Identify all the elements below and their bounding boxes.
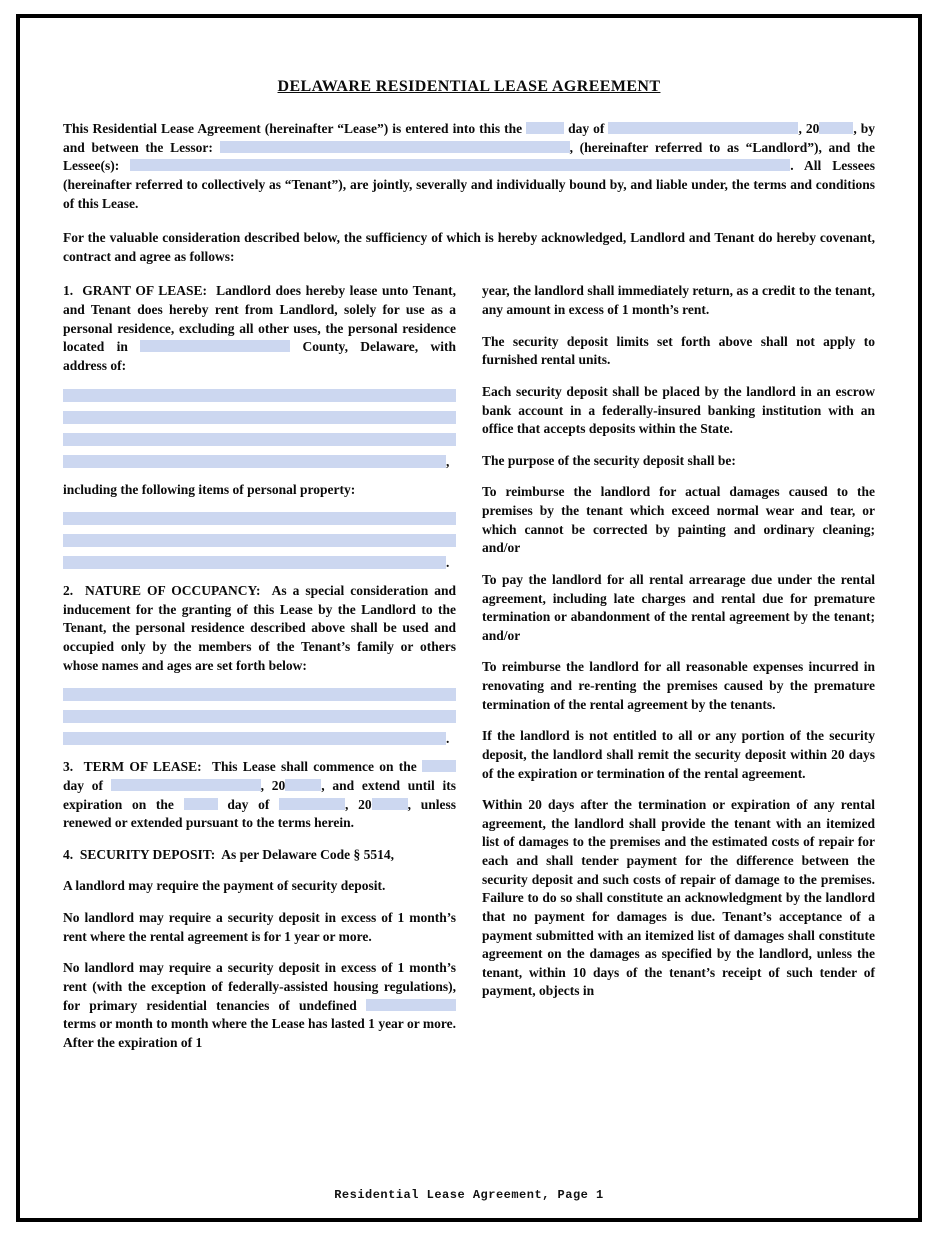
blank-field[interactable] [220,141,570,153]
blank-line-row [63,556,456,569]
text-run: County, Delaware, with address of: [63,339,456,373]
blank-line-field[interactable] [63,512,456,525]
blank-field[interactable] [819,122,853,134]
purpose-rerenting-paragraph [482,658,875,714]
text-run: , unless renewed or extended pursuant to the terms herein. [63,796,456,831]
text-run: No landlord may require a security deposit in excess of 1 month’s rent (with the exception of federally-assisted housing regulations), for primary residential tenancies of undefined [63,960,456,1013]
blank-field[interactable] [279,798,345,810]
text-run: Landlord does hereby lease unto Tenant, and Tenant does hereby rent from Landlord, solely for use as a personal residence, excluding all other uses, the personal residence located in [63,283,456,355]
blank-line-field[interactable] [63,411,456,424]
text-run: To pay the landlord for all rental arrearage due under the rental agreement, including late charges and rental due for premature termination or abandonment of the rental agreement by the tenant; and/or [482,571,875,643]
blank-line-field[interactable] [63,433,456,446]
blank-line-row [63,512,456,525]
blank-line-row [63,688,456,701]
lease-parties-paragraph [63,120,875,213]
text-run: year, the landlord shall immediately return, as a credit to the tenant, any amount in excess of 1 month’s rent. [482,283,875,317]
text-run: As a special consideration and inducement for the granting of this Lease by the Landlord to the Tenant, the personal residence described above shall be used and occupied only by the members of the Tenant’s family or others whose names and ages are set forth below: [63,583,456,673]
blank-field[interactable] [111,779,261,791]
blank-field[interactable] [372,798,408,810]
blank-field[interactable] [608,122,798,134]
consideration-paragraph [63,229,875,266]
text-run: , 20 [260,777,286,793]
text-run: The purpose of the security deposit shall be: [482,452,736,468]
text-run: This Residential Lease Agreement (hereinafter “Lease”) is entered into this the [63,121,527,136]
section-2-nature-of-occupancy [63,582,456,675]
section-1-grant-of-lease [63,282,456,375]
blank-field[interactable] [366,999,456,1011]
text-run: This Lease shall commence on the [201,759,423,775]
right-column [482,282,875,1065]
blank-field[interactable] [140,340,290,352]
security-deposit-paragraph-2 [63,909,456,946]
blank-line-field[interactable] [63,389,456,402]
deposit-remit-paragraph [482,727,875,783]
blank-line-row [63,534,456,547]
blank-field[interactable] [422,760,456,772]
text-run: No landlord may require a security deposit in excess of 1 month’s rent where the rental agreement is for 1 year or more. [63,910,456,944]
purpose-damages-paragraph [482,483,875,558]
deposit-purpose-intro [482,452,875,471]
excess-return-paragraph [482,282,875,319]
occupants-blank-lines [63,688,456,745]
text-run: To reimburse the landlord for actual damages caused to the premises by the tenant which exceed normal wear and tear, or which cannot be corrected by painting and ordinary cleaning; and/or [482,484,875,556]
section-3-term-of-lease [63,758,456,833]
blank-field[interactable] [285,779,321,791]
text-run: terms or month to month where the Lease has lasted 1 year or more. After the expiration of 1 [63,1016,456,1050]
security-deposit-paragraph-1 [63,877,456,896]
text-run: , by and between the Lessor: [63,121,876,155]
text-run: , and extend until its expiration on the [63,777,456,812]
text-run: , (hereinafter referred to as “Landlord”), and the Lessee(s): [63,139,875,174]
page-border [16,14,922,1222]
section-heading: 3. TERM OF LEASE: [63,759,202,775]
text-run: day of [217,796,280,812]
security-deposit-paragraph-3 [63,959,456,1052]
purpose-arrearage-paragraph [482,571,875,646]
text-run: For the valuable consideration described below, the sufficiency of which is hereby acknowledged, Landlord and Tenant do hereby covenant, contract and agree as follows: [63,230,875,264]
line-suffix: . [446,555,450,571]
blank-field[interactable] [526,122,564,134]
text-run: , 20 [798,121,820,136]
text-run: day of [564,121,609,136]
section-4-security-deposit-heading [63,846,456,865]
blank-line-field[interactable] [63,710,456,723]
section-heading: 4. SECURITY DEPOSIT: [63,846,216,862]
text-run: The security deposit limits set forth above shall not apply to furnished rental units. [482,333,875,368]
blank-line-field[interactable] [63,534,456,547]
blank-line-field[interactable] [63,732,446,745]
blank-field[interactable] [130,159,790,171]
text-run: , 20 [345,796,372,812]
text-run: including the following items of personal property: [63,481,356,497]
two-column-body [63,282,875,1065]
left-column [63,282,456,1065]
blank-line-field[interactable] [63,556,446,569]
text-run: Each security deposit shall be placed by the landlord in an escrow bank account in a federally-insured banking institution with an office that accepts deposits within the State. [482,383,875,437]
blank-line-row [63,389,456,402]
section-heading: 1. GRANT OF LEASE: [63,283,207,299]
text-run: If the landlord is not entitled to all or any portion of the security deposit, the landlord shall remit the security deposit within 20 days of the expiration or termination of the rental agreement. [482,728,875,781]
address-blank-lines [63,389,456,468]
text-run: To reimburse the landlord for all reasonable expenses incurred in renovating and re-renting the premises caused by the premature termination of the rental agreement by the tenants. [482,659,875,712]
itemized-list-paragraph [482,796,875,1001]
blank-line-row [63,411,456,424]
line-suffix: , [446,453,450,469]
blank-field[interactable] [184,798,218,810]
blank-line-row [63,732,456,745]
personal-property-blank-lines [63,512,456,569]
section-heading: 2. NATURE OF OCCUPANCY: [63,583,261,599]
blank-line-row [63,710,456,723]
page-footer: Residential Lease Agreement, Page 1 [334,1188,604,1202]
text-run: A landlord may require the payment of security deposit. [63,878,386,894]
text-run: . All Lessees (hereinafter referred to collectively as “Tenant”), are jointly, severally and individually bound by, and liable under, the terms and conditions of this Lease. [63,158,875,211]
intro-section [63,120,875,266]
text-run: As per Delaware Code § 5514, [215,846,395,862]
blank-line-field[interactable] [63,688,456,701]
blank-line-field[interactable] [63,455,446,468]
text-run: day of [63,777,111,793]
line-suffix: . [446,731,450,747]
personal-property-intro [63,481,456,500]
blank-line-row [63,433,456,446]
document-title: DELAWARE RESIDENTIAL LEASE AGREEMENT [277,78,661,95]
furnished-units-paragraph [482,333,875,370]
text-run: Within 20 days after the termination or expiration of any rental agreement, the landlord shall provide the tenant with an itemized list of damages to the premises and the estimated costs of repair for each and shall tender payment for the difference between the security deposit and such costs of repair of damage to the premises. Failure to do so shall constitute an acknowledgment by the landlord that no payment for damages is due. Tenant’s acceptance of a payment submitted with an itemized list of damages shall constitute agreement on the damages as specified by the landlord, unless the tenant, within 10 days of the tenant’s receipt of such tender of payment, objects in [482,797,875,999]
blank-line-row [63,455,456,468]
escrow-account-paragraph [482,383,875,439]
